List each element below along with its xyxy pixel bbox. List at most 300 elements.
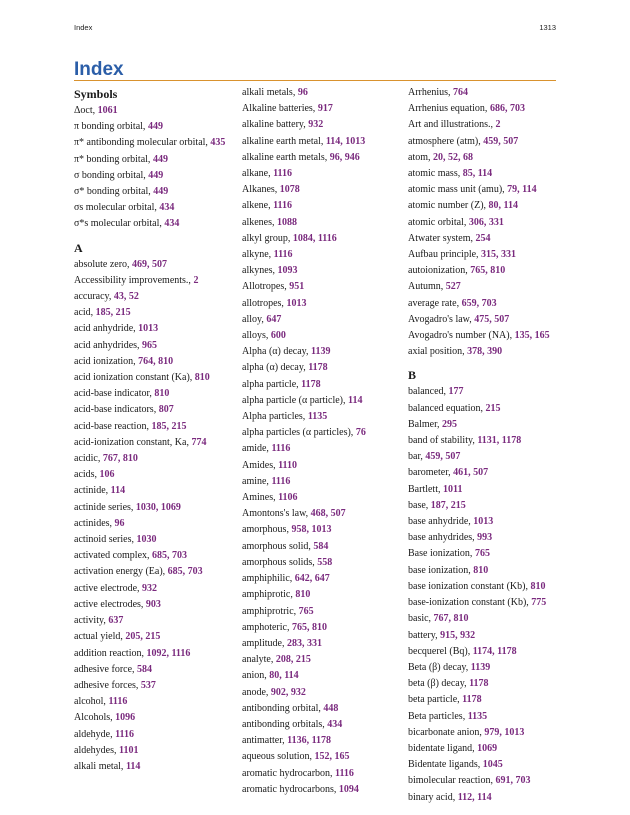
index-entry <box>408 150 576 166</box>
page-reference-link[interactable]: 637 <box>108 615 124 627</box>
page-reference-link[interactable]: 135, 165 <box>514 330 550 342</box>
index-term: active electrodes, <box>74 598 146 610</box>
page-reference-link[interactable]: 527 <box>445 281 461 293</box>
page-reference-link[interactable]: 1013 <box>286 297 307 309</box>
index-term: actinide, <box>74 485 111 497</box>
index-term: π* antibonding molecular orbital, <box>74 137 211 149</box>
index-term: acid-base reaction, <box>74 420 152 432</box>
page-reference-link[interactable]: 2 <box>193 274 199 286</box>
page-reference-link[interactable]: 459, 507 <box>483 135 519 147</box>
index-term: σ*s molecular orbital, <box>74 218 165 230</box>
index-term: alpha (α) decay, <box>242 362 309 374</box>
page-reference-link[interactable]: 1116 <box>273 249 293 261</box>
index-entry <box>408 344 576 360</box>
index-term: absolute zero, <box>74 258 133 270</box>
page-reference-link[interactable]: 1110 <box>278 459 298 471</box>
index-entry <box>242 506 410 522</box>
page-reference-link[interactable]: 1084, 1116 <box>292 232 337 244</box>
index-term: amorphous solid, <box>242 540 314 552</box>
index-term: atomic number (Z), <box>408 200 489 212</box>
page-reference-link[interactable]: 283, 331 <box>287 637 322 649</box>
index-term: alcohol, <box>74 696 109 708</box>
page-reference-link[interactable]: 187, 215 <box>430 499 466 511</box>
index-entry <box>74 321 242 337</box>
page-reference-link[interactable]: 1069 <box>477 742 498 754</box>
index-term: Autumn, <box>408 281 446 293</box>
page-reference-link[interactable]: 1135 <box>467 710 488 722</box>
page-reference-link[interactable]: 434 <box>164 218 180 230</box>
index-entry <box>242 393 410 409</box>
index-entry <box>408 579 576 595</box>
index-term: basic, <box>408 613 434 625</box>
page-reference-link[interactable]: 79, 114 <box>507 184 537 196</box>
page-reference-link[interactable]: 114, 1013 <box>325 135 366 147</box>
index-entry <box>74 435 242 451</box>
page-reference-link[interactable]: 1116 <box>108 696 128 708</box>
index-term: base, <box>408 499 431 511</box>
index-entry <box>408 790 576 806</box>
index-term: aqueous solution, <box>242 751 315 763</box>
index-entry <box>408 215 576 231</box>
index-term: anion, <box>242 670 270 682</box>
page-reference-link[interactable]: 1116 <box>115 728 134 740</box>
page-reference-link[interactable]: 537 <box>140 679 156 691</box>
index-term: alloys, <box>242 330 271 342</box>
page-reference-link[interactable]: 932 <box>142 582 158 594</box>
page-reference-link[interactable]: 1030 <box>136 534 157 546</box>
page-reference-link[interactable]: 915, 932 <box>440 629 476 641</box>
page-reference-link[interactable]: 2 <box>495 119 501 131</box>
index-term: average rate, <box>408 297 462 309</box>
index-term: axial position, <box>408 346 468 358</box>
page-reference-link[interactable]: 917 <box>317 103 333 115</box>
page-reference-link[interactable]: 85, 114 <box>462 168 493 180</box>
page-reference-link[interactable]: 1178 <box>308 362 328 374</box>
page-reference-link[interactable]: 106 <box>99 469 115 481</box>
index-term: Aufbau principle, <box>408 249 482 261</box>
page-reference-link[interactable]: 1116 <box>271 475 291 487</box>
page-reference-link[interactable]: 96, 946 <box>329 151 360 163</box>
index-entry <box>408 247 576 263</box>
page-reference-link[interactable]: 96 <box>297 87 308 98</box>
page-reference-link[interactable]: 765, 810 <box>470 265 506 277</box>
page-reference-link[interactable]: 1094 <box>338 783 359 795</box>
index-term: Δoct, <box>74 105 98 116</box>
index-term: amphiprotic, <box>242 589 296 601</box>
index-entry <box>74 354 242 370</box>
page-reference-link[interactable]: 775 <box>531 597 547 609</box>
page-reference-link[interactable]: 80, 114 <box>488 200 518 212</box>
page-reference-link[interactable]: 434 <box>327 718 343 730</box>
page-reference-link[interactable]: 1136, 1178 <box>287 735 332 747</box>
index-term: alpha particles (α particles), <box>242 427 356 439</box>
page-reference-link[interactable]: 1013 <box>138 323 159 335</box>
page-reference-link[interactable]: 685, 703 <box>167 566 203 578</box>
page-reference-link[interactable]: 434 <box>159 202 175 214</box>
index-term: activated complex, <box>74 550 153 562</box>
page-reference-link[interactable]: 993 <box>477 532 493 544</box>
index-entry <box>74 370 242 386</box>
index-entry <box>242 652 410 668</box>
index-term: bicarbonate anion, <box>408 726 485 738</box>
index-entry <box>242 620 410 636</box>
index-term: Art and illustrations., <box>408 119 496 131</box>
index-entry <box>408 182 576 198</box>
index-term: amide, <box>242 443 272 455</box>
index-entry <box>74 402 242 418</box>
index-entry <box>242 490 410 506</box>
index-term: aldehydes, <box>74 744 119 756</box>
index-entry <box>74 678 242 694</box>
index-term: Alkaline batteries, <box>242 103 318 115</box>
index-entry <box>408 741 576 757</box>
index-term: alkyl group, <box>242 232 293 244</box>
section-heading: Symbols <box>74 87 118 101</box>
page-reference-link[interactable]: 1088 <box>277 216 297 228</box>
index-term: alpha particle, <box>242 378 302 390</box>
page-reference-link[interactable]: 764 <box>453 87 468 98</box>
page-reference-link[interactable]: 979, 1013 <box>484 726 525 738</box>
index-entry <box>242 182 410 198</box>
page-reference-link[interactable]: 1116 <box>271 443 291 455</box>
index-entry <box>242 425 410 441</box>
index-term: alkenes, <box>242 216 277 228</box>
page-reference-link[interactable]: 185, 215 <box>95 307 131 319</box>
index-term: amphoteric, <box>242 621 292 633</box>
index-entry <box>74 483 242 499</box>
page-reference-link[interactable]: 475, 507 <box>474 313 510 325</box>
index-term: active electrode, <box>74 582 143 594</box>
index-entry <box>408 628 576 644</box>
index-entry <box>74 135 242 151</box>
page-reference-link[interactable]: 1116 <box>335 767 354 779</box>
index-entry <box>242 782 410 798</box>
page-reference-link[interactable]: 76 <box>355 427 366 439</box>
page-reference-link[interactable]: 435 <box>210 137 226 149</box>
page-reference-link[interactable]: 185, 215 <box>151 420 187 432</box>
page-reference-link[interactable]: 459, 507 <box>425 451 461 463</box>
index-entry <box>242 215 410 231</box>
index-entry <box>242 668 410 684</box>
page-reference-link[interactable]: 112, 114 <box>457 791 492 803</box>
page-reference-link[interactable]: 810 <box>473 564 489 576</box>
index-term: bidentate ligand, <box>408 742 478 754</box>
index-entry <box>242 409 410 425</box>
index-entry <box>74 743 242 759</box>
index-term: π bonding orbital, <box>74 121 148 133</box>
index-term: barometer, <box>408 467 454 479</box>
page-reference-link[interactable]: 642, 647 <box>294 573 330 585</box>
page-reference-link[interactable]: 295 <box>442 418 458 430</box>
index-term: amphiprotric, <box>242 605 299 617</box>
index-term: alkaline earth metal, <box>242 135 326 147</box>
page-reference-link[interactable]: 1178 <box>469 678 489 690</box>
page-reference-link[interactable]: 1131, 1178 <box>477 435 522 447</box>
index-entry <box>242 150 410 166</box>
page-reference-link[interactable]: 1139 <box>470 661 491 673</box>
page-number: 1313 <box>539 23 556 32</box>
index-entry <box>408 709 576 725</box>
page-reference-link[interactable]: 306, 331 <box>468 216 504 228</box>
index-term: activation energy (Ea), <box>74 566 168 578</box>
page-reference-link[interactable]: 1096 <box>115 712 136 724</box>
page-reference-link[interactable]: 765 <box>298 605 314 617</box>
page-reference-link[interactable]: 1078 <box>279 184 300 196</box>
page-reference-link[interactable]: 903 <box>145 598 161 610</box>
index-entry <box>242 604 410 620</box>
index-entry <box>408 773 576 789</box>
index-entry <box>74 710 242 726</box>
page-reference-link[interactable]: 461, 507 <box>453 467 489 479</box>
index-entry <box>74 152 242 168</box>
page-reference-link[interactable]: 810 <box>530 580 546 592</box>
index-term: balanced, <box>408 386 449 398</box>
page-reference-link[interactable]: 958, 1013 <box>291 524 332 536</box>
index-term: Alpha particles, <box>242 411 308 423</box>
page-reference-link[interactable]: 1013 <box>473 516 494 528</box>
index-term: amphiphilic, <box>242 573 295 585</box>
page-reference-link[interactable]: 647 <box>266 313 282 325</box>
index-term: antibonding orbitals, <box>242 718 328 730</box>
index-entry <box>408 85 576 101</box>
page-reference-link[interactable]: 584 <box>137 663 153 675</box>
index-entry <box>74 289 242 305</box>
page-reference-link[interactable]: 449 <box>148 169 164 181</box>
index-entry <box>408 530 576 546</box>
page-reference-link[interactable]: 932 <box>308 119 324 131</box>
index-entry <box>408 134 576 150</box>
index-term: alkene, <box>242 200 274 212</box>
index-term: adhesive force, <box>74 663 138 675</box>
page-reference-link[interactable]: 810 <box>194 372 210 384</box>
page-title: Index <box>74 59 124 80</box>
page-reference-link[interactable]: 1178 <box>301 378 321 390</box>
page-reference-link[interactable]: 449 <box>153 186 169 198</box>
page-reference-link[interactable]: 1139 <box>311 346 331 358</box>
index-entry <box>74 216 242 232</box>
index-column-2 <box>242 85 410 798</box>
index-term: bar, <box>408 451 426 463</box>
page-reference-link[interactable]: 254 <box>475 232 491 244</box>
index-entry <box>74 273 242 289</box>
index-term: beta (β) decay, <box>408 678 470 690</box>
page-reference-link[interactable]: 215 <box>485 402 501 414</box>
page-reference-link[interactable]: 114 <box>125 760 141 772</box>
page-reference-link[interactable]: 1045 <box>482 759 503 771</box>
index-entry <box>242 377 410 393</box>
index-term: Avogadro's number (NA), <box>408 330 515 342</box>
page-reference-link[interactable]: 80, 114 <box>269 670 299 682</box>
page-reference-link[interactable]: 767, 810 <box>433 613 469 625</box>
page-reference-link[interactable]: 807 <box>158 404 174 416</box>
page-reference-link[interactable]: 114 <box>348 394 363 406</box>
page-reference-link[interactable]: 1093 <box>277 265 298 277</box>
page-reference-link[interactable]: 1116 <box>273 200 292 212</box>
index-entry <box>74 451 242 467</box>
index-entry <box>242 685 410 701</box>
index-term: Amines, <box>242 492 279 504</box>
index-term: atom, <box>408 151 433 163</box>
page-reference-link[interactable]: 449 <box>147 121 163 133</box>
index-term: battery, <box>408 629 441 641</box>
index-term: alpha particle (α particle), <box>242 394 349 406</box>
index-entry <box>242 733 410 749</box>
page-reference-link[interactable]: 600 <box>270 330 286 342</box>
index-entry <box>408 433 576 449</box>
index-term: band of stability, <box>408 435 478 447</box>
index-entry <box>74 629 242 645</box>
index-term: activity, <box>74 615 109 627</box>
page-reference-link[interactable]: 1135 <box>307 411 328 423</box>
page-reference-link[interactable]: 469, 507 <box>132 258 168 270</box>
page-reference-link[interactable]: 1030, 1069 <box>135 501 181 513</box>
page-reference-link[interactable]: 1178 <box>462 694 482 706</box>
index-term: actual yield, <box>74 631 126 643</box>
page-reference-link[interactable]: 810 <box>154 388 170 400</box>
index-entry <box>74 168 242 184</box>
index-entry <box>74 548 242 564</box>
page-reference-link[interactable]: 96 <box>114 517 125 529</box>
index-column-1 <box>74 85 242 775</box>
index-term: allotropes, <box>242 297 287 309</box>
index-term: Arrhenius, <box>408 87 453 98</box>
index-term: accuracy, <box>74 291 114 303</box>
page-reference-link[interactable]: 686, 703 <box>489 103 525 115</box>
page-reference-link[interactable]: 449 <box>152 153 168 165</box>
page-reference-link[interactable]: 767, 810 <box>102 453 138 465</box>
index-term: beta particle, <box>408 694 463 706</box>
index-term: balanced equation, <box>408 402 486 414</box>
index-entry <box>74 759 242 775</box>
page-reference-link[interactable]: 448 <box>323 702 339 714</box>
page-reference-link[interactable]: 43, 52 <box>113 291 139 303</box>
page-reference-link[interactable]: 685, 703 <box>152 550 188 562</box>
page-reference-link[interactable]: 659, 703 <box>461 297 497 309</box>
index-term: acids, <box>74 469 100 481</box>
index-entry <box>408 417 576 433</box>
index-entry <box>242 198 410 214</box>
page-reference-link[interactable]: 1174, 1178 <box>472 645 517 657</box>
index-entry <box>408 611 576 627</box>
index-entry <box>242 296 410 312</box>
section-heading: B <box>408 368 417 383</box>
index-entry <box>242 571 410 587</box>
index-term: Alpha (α) decay, <box>242 346 312 358</box>
index-entry <box>408 296 576 312</box>
index-term: atomic mass, <box>408 168 463 180</box>
page-reference-link[interactable]: 1106 <box>278 492 298 504</box>
page-reference-link[interactable]: 691, 703 <box>495 775 531 787</box>
index-entry <box>242 360 410 376</box>
page-reference-link[interactable]: 152, 165 <box>314 751 350 763</box>
index-term: acid, <box>74 307 96 319</box>
page-reference-link[interactable]: 208, 215 <box>275 654 311 666</box>
index-term: base ionization constant (Kb), <box>408 580 531 592</box>
index-term: Allotropes, <box>242 281 290 293</box>
title-rule <box>74 80 556 81</box>
page-reference-link[interactable]: 114 <box>110 485 126 497</box>
index-term: aldehyde, <box>74 728 116 740</box>
index-entry <box>242 636 410 652</box>
index-entry <box>242 458 410 474</box>
page-reference-link[interactable]: 810 <box>295 589 311 601</box>
page-reference-link[interactable]: 764, 810 <box>138 355 174 367</box>
page-reference-link[interactable]: 774 <box>191 436 207 448</box>
index-entry <box>242 522 410 538</box>
index-term: acid anhydrides, <box>74 339 143 351</box>
index-term: Bidentate ligands, <box>408 759 483 771</box>
index-term: Amontons's law, <box>242 508 311 520</box>
page-reference-link[interactable]: 965 <box>142 339 158 351</box>
page-reference-link[interactable]: 468, 507 <box>310 508 346 520</box>
index-entry <box>74 532 242 548</box>
index-term: Bartlett, <box>408 483 443 495</box>
page-reference-link[interactable]: 902, 932 <box>270 686 306 698</box>
index-term: atomic mass unit (amu), <box>408 184 508 196</box>
index-entry <box>408 514 576 530</box>
page-reference-link[interactable]: 558 <box>317 556 333 568</box>
index-term: Arrhenius equation, <box>408 103 490 115</box>
index-entry <box>408 263 576 279</box>
index-entry <box>74 103 242 119</box>
page-reference-link[interactable]: 584 <box>313 540 329 552</box>
index-term: atomic orbital, <box>408 216 469 228</box>
index-entry <box>242 328 410 344</box>
index-term: amine, <box>242 475 272 487</box>
running-head-section: Index <box>74 23 93 32</box>
page-reference-link[interactable]: 1101 <box>119 744 139 756</box>
page-reference-link[interactable]: 205, 215 <box>125 631 161 643</box>
index-term: σ bonding orbital, <box>74 169 149 181</box>
index-entry <box>408 166 576 182</box>
index-entry <box>408 231 576 247</box>
index-entry <box>74 119 242 135</box>
index-term: actinoid series, <box>74 534 137 546</box>
index-term: becquerel (Bq), <box>408 645 473 657</box>
index-term: base anhydrides, <box>408 532 478 544</box>
page-reference-link[interactable]: 1116 <box>273 168 292 180</box>
index-term: antimatter, <box>242 735 288 747</box>
index-term: atmosphere (atm), <box>408 135 484 147</box>
index-term: acid ionization constant (Ka), <box>74 372 195 384</box>
index-term: anode, <box>242 686 271 698</box>
index-entry <box>408 101 576 117</box>
index-entry <box>74 419 242 435</box>
page-reference-link[interactable]: 315, 331 <box>481 249 517 261</box>
page-reference-link[interactable]: 20, 52, 68 <box>433 151 473 163</box>
index-term: acid-base indicators, <box>74 404 159 416</box>
page-reference-link[interactable]: 378, 390 <box>467 346 503 358</box>
page-reference-link[interactable]: 1011 <box>443 483 463 495</box>
index-term: Beta particles, <box>408 710 468 722</box>
index-entry <box>242 134 410 150</box>
index-entry <box>242 101 410 117</box>
index-term: acid-base indicator, <box>74 388 155 400</box>
section-heading: A <box>74 240 83 255</box>
index-term: amorphous solids, <box>242 556 318 568</box>
page-reference-link[interactable]: 1061 <box>97 105 118 116</box>
page-reference-link[interactable]: 765 <box>474 548 490 560</box>
page-reference-link[interactable]: 765, 810 <box>291 621 327 633</box>
page-reference-link[interactable]: 177 <box>448 386 464 398</box>
index-entry <box>408 595 576 611</box>
index-term: aromatic hydrocarbons, <box>242 783 339 795</box>
page-reference-link[interactable]: 1092, 1116 <box>146 647 191 659</box>
index-entry <box>74 662 242 678</box>
index-entry <box>242 555 410 571</box>
page-reference-link[interactable]: 951 <box>289 281 305 293</box>
index-entry <box>74 646 242 662</box>
